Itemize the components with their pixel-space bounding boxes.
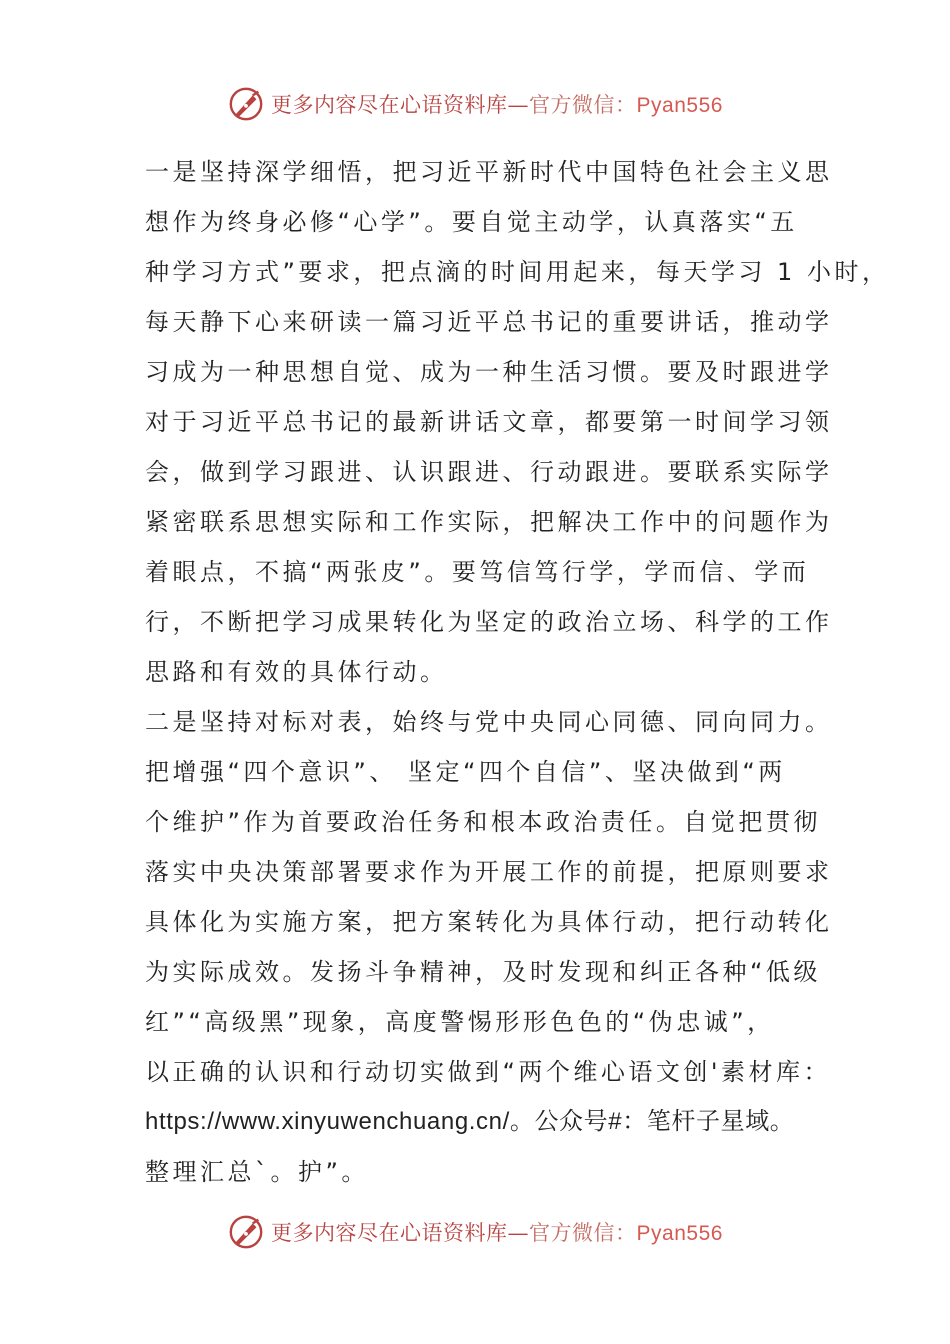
pen-nib-logo-icon [227,1213,265,1251]
body-line: 以正确的认识和行动切实做到“两个维心语文创'素材库： [145,1058,832,1086]
body-line: 为实际成效。发扬斗争精神，及时发现和纠正各种“低级 [145,958,821,986]
body-line: 二是坚持对标对表，始终与党中央同心同德、同向同力。 [145,708,833,736]
body-line: 把增强“四个意识”、 坚定“四个自信”、坚决做到“两 [145,758,786,786]
header-banner-main: 更多内容尽在心语资料库 [271,93,508,117]
body-line-url: https://www.xinyuwenchuang.cn/。公众号#：笔杆子星域。 [145,1108,795,1135]
body-line: 着眼点，不搞“两张皮”。要笃信笃行学，学而信、学而 [145,558,810,586]
body-line: 行，不断把学习成果转化为坚定的政治立场、科学的工作 [145,608,833,636]
footer-banner-dash: — [507,1221,530,1245]
header-watermark-banner [0,82,950,126]
body-line: 整理汇总`。护”。 [145,1158,369,1186]
body-line: 红”“高级黑”现象，高度警惕形形色色的“伪忠诚”， [145,1008,775,1036]
footer-banner-text [271,1217,723,1247]
body-line: 落实中央决策部署要求作为开展工作的前提，把原则要求 [145,858,833,886]
body-line: 具体化为实施方案，把方案转化为具体行动，把行动转化 [145,908,833,936]
body-line: 习成为一种思想自觉、成为一种生活习惯。要及时跟进学 [145,358,833,386]
body-line: 对于习近平总书记的最新讲话文章，都要第一时间学习领 [145,408,833,436]
footer-watermark-banner [0,1210,950,1254]
footer-banner-official: 官方微信： [529,1221,637,1245]
header-banner-official: 官方微信： [529,93,637,117]
header-banner-text [271,89,723,119]
footer-banner-wechat: Pyan556 [636,1222,723,1245]
body-text [145,147,890,1197]
body-line: 种学习方式”要求，把点滴的时间用起来，每天学习 1 小时， [145,258,890,286]
header-banner-wechat: Pyan556 [636,94,723,117]
body-line: 个维护”作为首要政治任务和根本政治责任。自觉把贯彻 [145,808,821,836]
pen-nib-logo-icon [227,85,265,123]
body-line: 思路和有效的具体行动。 [145,658,448,686]
body-line: 紧密联系思想实际和工作实际，把解决工作中的问题作为 [145,508,833,536]
header-banner-dash: — [507,93,530,117]
body-line: 会，做到学习跟进、认识跟进、行动跟进。要联系实际学 [145,458,833,486]
body-line: 想作为终身必修“心学”。要自觉主动学，认真落实“五 [145,208,798,236]
body-line: 一是坚持深学细悟，把习近平新时代中国特色社会主义思 [145,158,833,186]
footer-banner-main: 更多内容尽在心语资料库 [271,1221,508,1245]
body-line: 每天静下心来研读一篇习近平总书记的重要讲话，推动学 [145,308,833,336]
